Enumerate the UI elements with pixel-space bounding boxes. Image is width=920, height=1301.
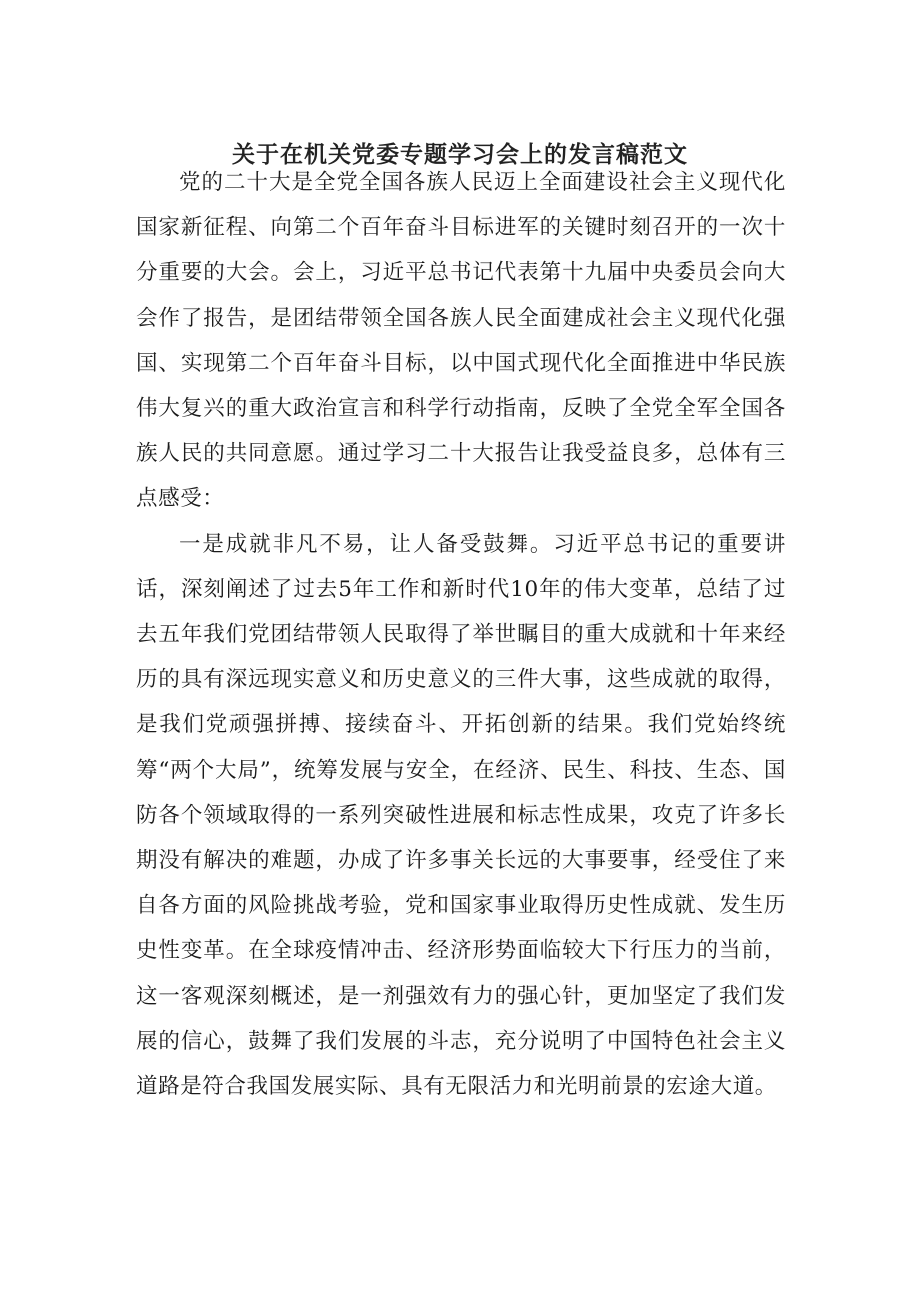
paragraph-intro: 党的二十大是全党全国各族人民迈上全面建设社会主义现代化国家新征程、向第二个百年奋斗目标进军的关键时刻召开的一次十分重要的大会。会上，习近平总书记代表第十九届中央委员会向大会作了报告，是团结带领全国各族人民全面建成社会主义现代化强国、实现第二个百年奋斗目标，以中国式现代化全面推进中华民族伟大复兴的重大政治宣言和科学行动指南，反映了全党全军全国各族人民的共同意愿。通过学习二十大报告让我受益良多，总体有三点感受：	[136, 170, 786, 512]
paragraph-point-one: 一是成就非凡不易，让人备受鼓舞。习近平总书记的重要讲话，深刻阐述了过去5年工作和新时代10年的伟大变革，总结了过去五年我们党团结带领人民取得了举世瞩目的重大成就和十年来经历的具有深远现实意义和历史意义的三件大事，这些成就的取得，是我们党顽强拼搏、接续奋斗、开拓创新的结果。我们党始终统筹“两个大局”，统筹发展与安全，在经济、民生、科技、生态、国防各个领域取得的一系列突破性进展和标志性成果，攻克了许多长期没有解决的难题，办成了许多事关长远的大事要事，经受住了来自各方面的风险挑战考验，党和国家事业取得历史性成就、发生历史性变革。在全球疫情冲击、经济形势面临较大下行压力的当前，这一客观深刻概述，是一剂强效有力的强心针，更加坚定了我们发展的信心，鼓舞了我们发展的斗志，充分说明了中国特色社会主义道路是符合我国发展实际、具有无限活力和光明前景的宏途大道。	[136, 531, 786, 1100]
document-title: 关于在机关党委专题学习会上的发言稿范文	[232, 142, 688, 168]
document-body	[136, 160, 786, 1109]
